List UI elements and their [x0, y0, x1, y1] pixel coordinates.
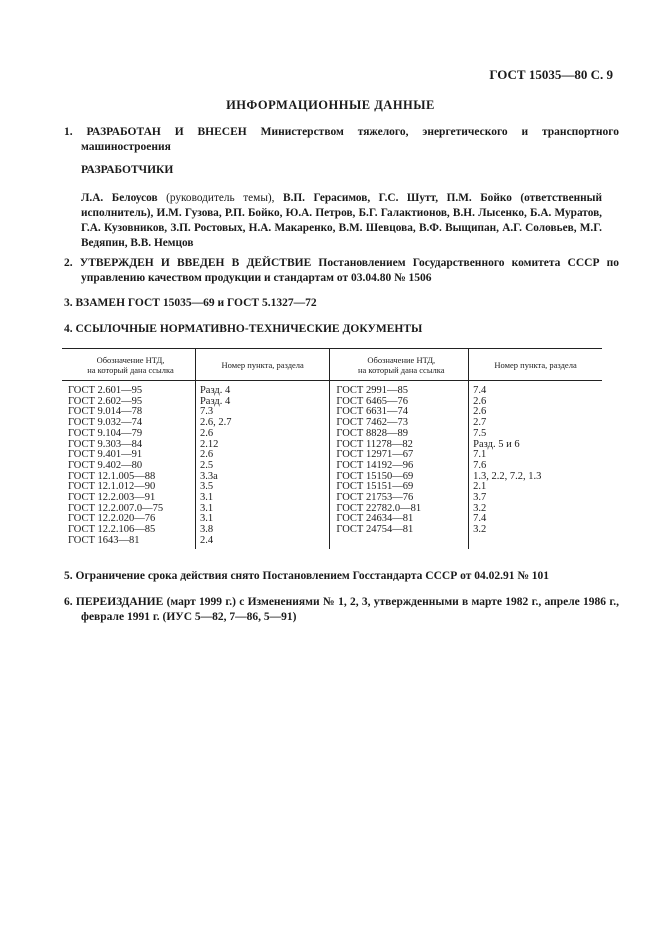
section-number: 4. [64, 323, 73, 335]
ntd-designation: ГОСТ 9.401—91 [62, 450, 195, 461]
table-header-cell: Номер пункта, раздела [195, 349, 329, 381]
clause-number: 2.6 [195, 450, 329, 461]
table-row [62, 429, 602, 440]
clause-number: 2.6 [473, 406, 487, 418]
ntd-designation: ГОСТ 7462—73 [330, 418, 469, 429]
ntd-designation: ГОСТ 8828—89 [330, 429, 469, 440]
ntd-designation: ГОСТ 15151—69 [330, 482, 469, 493]
ntd-designation: ГОСТ 9.014—78 [62, 407, 195, 418]
clause-number: Разд. 4 [195, 397, 329, 408]
section-label: УТВЕРЖДЕН И ВВЕДЕН В ДЕЙСТВИЕ [79, 257, 312, 269]
developer-names: В.П. Герасимов, Г.С. Шутт, П.М. Бойко (ответственный исполнитель), И.М. Гузова, Р.П. Бойко, Ю.А. Петров, Б.Г. Галактионов, В.Н. Лысенко, Б.А. Муратов, Г.А. Кузовников, З.П. Ростовых, Н.А. Макаренко, В.М. Шевцова, В.Ф. Выщипан, А.Г. Соловьев, М.Г. Ведяпин, В.В. Немцов [81, 192, 603, 249]
section-number: 2. [64, 257, 73, 269]
clause-number [469, 536, 602, 549]
clause-number: 3.1 [195, 514, 329, 525]
clause-number: 3.2 [473, 524, 487, 536]
section-text: Постановлением Государственного комитета СССР по управлению качеством продукции и стандартам от 03.04.80 № 1506 [81, 257, 619, 284]
section-number: 3. [64, 297, 73, 309]
ntd-designation: ГОСТ 9.104—79 [62, 429, 195, 440]
table-row [62, 536, 602, 549]
references-table [62, 348, 602, 549]
clause-number: 7.4 [473, 385, 487, 396]
clause-number: 3.2 [473, 502, 487, 514]
clause-number: 3.1 [195, 504, 329, 515]
clause-number: 3.7 [473, 492, 487, 504]
clause-number: 2.12 [195, 440, 329, 451]
ntd-designation: ГОСТ 15150—69 [330, 472, 469, 483]
clause-number: 2.6 [473, 395, 487, 407]
section-developed [64, 125, 619, 154]
clause-number: 7.6 [473, 459, 487, 471]
ntd-designation: ГОСТ 2991—85 [330, 381, 469, 397]
ntd-designation [330, 536, 469, 549]
section-text: Министерством тяжелого, энергетического и транспортного машиностроения [81, 126, 619, 153]
section-text: (март 1999 г.) с Изменениями № 1, 2, 3, утвержденными в марте 1982 г., апреле 1986 г., феврале 1991 г. (ИУС 5—82, 7—86, 5—91) [81, 596, 619, 623]
table-row [62, 525, 602, 536]
section-limitation [64, 569, 619, 584]
clause-number: 7.5 [473, 427, 487, 439]
lead-role: (руководитель темы), [157, 192, 284, 204]
ntd-designation: ГОСТ 12.1.005—88 [62, 472, 195, 483]
section-replaces [64, 296, 619, 311]
ntd-designation: ГОСТ 9.402—80 [62, 461, 195, 472]
ntd-designation: ГОСТ 11278—82 [330, 440, 469, 451]
clause-number: Разд. 5 и 6 [473, 438, 520, 450]
ntd-designation: ГОСТ 12.1.012—90 [62, 482, 195, 493]
ntd-designation: ГОСТ 2.602—95 [62, 397, 195, 408]
page-reference: ГОСТ 15035—80 С. 9 [489, 67, 613, 82]
page-title: ИНФОРМАЦИОННЫЕ ДАННЫЕ [226, 98, 435, 112]
ntd-designation: ГОСТ 1643—81 [62, 536, 195, 549]
clause-number: 2.4 [195, 536, 329, 549]
clause-number: 1.3, 2.2, 7.2, 1.3 [473, 470, 542, 482]
ntd-designation: ГОСТ 12.2.106—85 [62, 525, 195, 536]
section-reissue [64, 595, 619, 624]
table-row [62, 440, 602, 451]
table-row [62, 381, 602, 397]
clause-number: 3.3а [195, 472, 329, 483]
clause-number: 3.8 [195, 525, 329, 536]
clause-number: 3.5 [195, 482, 329, 493]
section-label: РАЗРАБОТАН И ВНЕСЕН [86, 126, 247, 138]
clause-number: 2.5 [195, 461, 329, 472]
clause-number: Разд. 4 [195, 381, 329, 397]
ntd-designation: ГОСТ 6631—74 [330, 407, 469, 418]
table-body [62, 381, 602, 549]
section-text: ВЗАМЕН ГОСТ 15035—69 и ГОСТ 5.1327—72 [75, 297, 317, 309]
table-row [62, 418, 602, 429]
clause-number: 7.4 [473, 513, 487, 525]
ntd-designation: ГОСТ 9.303—84 [62, 440, 195, 451]
clause-number: 2.1 [473, 481, 487, 493]
table-row [62, 450, 602, 461]
ntd-designation: ГОСТ 14192—96 [330, 461, 469, 472]
section-heading: ССЫЛОЧНЫЕ НОРМАТИВНО-ТЕХНИЧЕСКИЕ ДОКУМЕНТЫ [75, 323, 423, 335]
clause-number: 7.1 [473, 449, 487, 461]
section-number: 1. [64, 126, 73, 138]
lead-developer: Л.А. Белоусов [81, 192, 158, 204]
ntd-designation: ГОСТ 6465—76 [330, 397, 469, 408]
clause-number: 2.7 [473, 417, 487, 429]
table-row [62, 407, 602, 418]
table-header-cell: Обозначение НТД, на который дана ссылка [330, 349, 469, 381]
section-references [64, 322, 619, 337]
developers-heading: РАЗРАБОТЧИКИ [81, 164, 174, 176]
clause-number: 2.6 [195, 429, 329, 440]
ntd-designation: ГОСТ 24754—81 [330, 525, 469, 536]
clause-number: 3.1 [195, 493, 329, 504]
ntd-designation: ГОСТ 22782.0—81 [330, 504, 469, 515]
table-header-row [62, 349, 602, 381]
section-number: 6. [64, 596, 73, 608]
section-approved [64, 256, 619, 285]
ntd-designation: ГОСТ 12971—67 [330, 450, 469, 461]
clause-number: 7.3 [195, 407, 329, 418]
table-row [62, 397, 602, 408]
section-number: 5. [64, 570, 73, 582]
section-label: ПЕРЕИЗДАНИЕ [75, 596, 164, 608]
ntd-designation: ГОСТ 12.2.007.0—75 [62, 504, 195, 515]
ntd-designation: ГОСТ 12.2.003—91 [62, 493, 195, 504]
clause-number: 2.6, 2.7 [195, 418, 329, 429]
table-header-cell: Номер пункта, раздела [469, 349, 602, 381]
table-header-cell: Обозначение НТД, на который дана ссылка [62, 349, 195, 381]
ntd-designation: ГОСТ 24634—81 [330, 514, 469, 525]
section-text: Ограничение срока действия снято Постановлением Госстандарта СССР от 04.02.91 № 101 [75, 570, 550, 582]
ntd-designation: ГОСТ 2.601—95 [62, 381, 195, 397]
ntd-designation: ГОСТ 12.2.020—76 [62, 514, 195, 525]
ntd-designation: ГОСТ 9.032—74 [62, 418, 195, 429]
developers-list [81, 191, 602, 251]
ntd-designation: ГОСТ 21753—76 [330, 493, 469, 504]
